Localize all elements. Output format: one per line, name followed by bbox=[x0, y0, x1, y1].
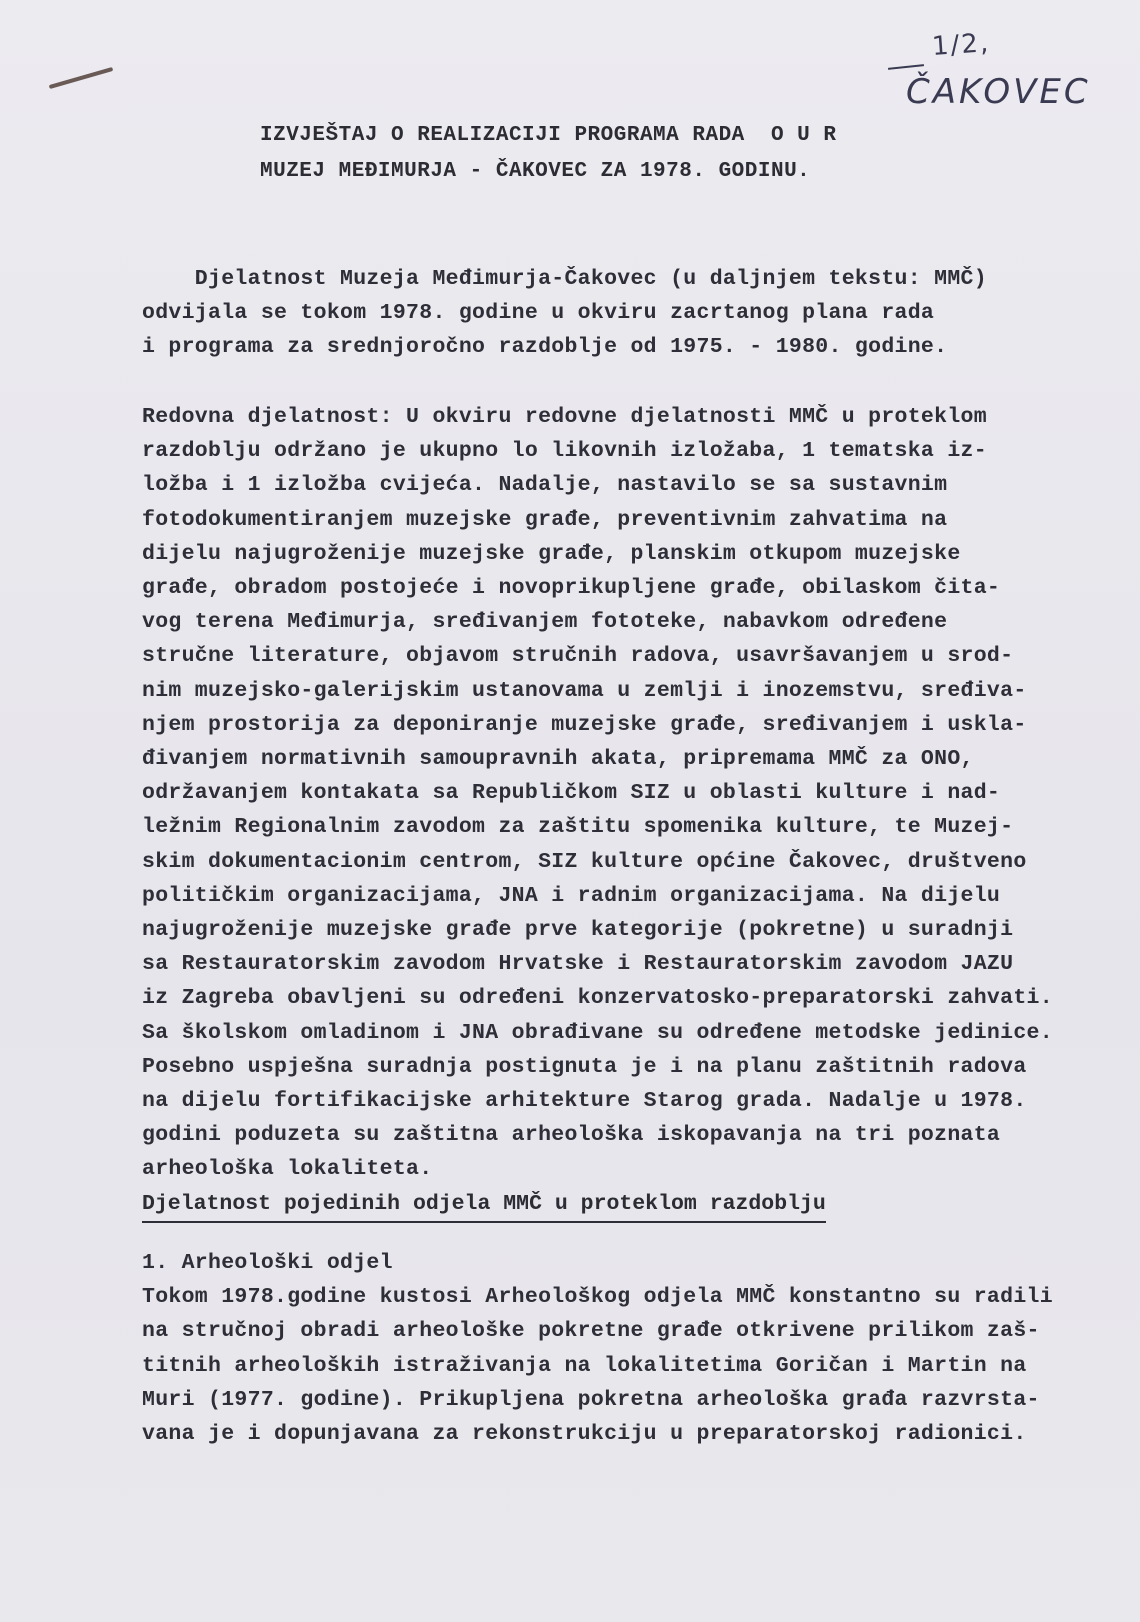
text-line: razdoblju održano je ukupno lo likovnih izložaba, 1 tematska iz- bbox=[142, 439, 987, 464]
subsection-title: 1. Arheološki odjel bbox=[142, 1251, 393, 1275]
document-title bbox=[260, 118, 980, 190]
handwritten-note bbox=[880, 28, 1120, 118]
title-line-1: IZVJEŠTAJ O REALIZACIJI PROGRAMA RADA O U R bbox=[260, 124, 837, 147]
text-line: njem prostorija za deponiranje muzejske građe, sređivanjem i uskla- bbox=[142, 712, 1027, 737]
title-line-2: MUZEJ MEĐIMURJA - ČAKOVEC ZA 1978. GODINU. bbox=[260, 160, 811, 183]
text-line: Tokom 1978.godine kustosi Arheološkog odjela MMČ konstantno su radili bbox=[142, 1285, 1053, 1310]
text-line: na dijelu fortifikacijske arhitekture Starog grada. Nadalje u 1978. bbox=[142, 1089, 1027, 1114]
text-line: stručne literature, objavom stručnih radova, usavršavanjem u srod- bbox=[142, 644, 1014, 669]
text-line: Djelatnost Muzeja Međimurja-Čakovec (u daljnjem tekstu: MMČ) bbox=[142, 267, 987, 291]
text-line: na stručnoj obradi arheološke pokretne građe otkrivene prilikom zaš- bbox=[142, 1319, 1040, 1344]
text-line: održavanjem kontakata sa Republičkom SIZ u oblasti kulture i nad- bbox=[142, 781, 1001, 806]
text-line: građe, obradom postojeće i novoprikupljene građe, obilaskom čita- bbox=[142, 576, 1001, 601]
section-heading: Djelatnost pojedinih odjela MMČ u proteklom razdoblju bbox=[142, 1187, 826, 1223]
regular-activity-paragraph bbox=[142, 400, 1102, 1187]
intro-paragraph bbox=[142, 262, 1102, 365]
text-line: političkim organizacijama, JNA i radnim organizacijama. Na dijelu bbox=[142, 883, 1001, 908]
staple-mark bbox=[49, 67, 114, 89]
text-line: iz Zagreba obavljeni su određeni konzervatosko-preparatorski zahvati. bbox=[142, 986, 1053, 1011]
text-line: Redovna djelatnost: U okviru redovne djelatnosti MMČ u proteklom bbox=[142, 405, 987, 429]
text-line: fotodokumentiranjem muzejske građe, preventivnim zahvatima na bbox=[142, 507, 948, 532]
text-line: titnih arheoloških istraživanja na lokalitetima Goričan i Martin na bbox=[142, 1353, 1027, 1378]
text-line: i programa za srednjoročno razdoblje od 1975. - 1980. godine. bbox=[142, 335, 948, 360]
text-line: odvijala se tokom 1978. godine u okviru zacrtanog plana rada bbox=[142, 301, 935, 326]
text-line: Posebno uspješna suradnja postignuta je i na planu zaštitnih radova bbox=[142, 1054, 1027, 1079]
archaeology-section bbox=[142, 1246, 1102, 1451]
text-line: ležnim Regionalnim zavodom za zaštitu spomenika kulture, te Muzej- bbox=[142, 815, 1014, 840]
text-line: najugroženije muzejske građe prve kategorije (pokretne) u suradnji bbox=[142, 918, 1014, 943]
text-line: Sa školskom omladinom i JNA obrađivane su određene metodske jedinice. bbox=[142, 1020, 1053, 1045]
text-line: sa Restauratorskim zavodom Hrvatske i Restauratorskim zavodom JAZU bbox=[142, 952, 1014, 977]
text-line: godini poduzeta su zaštitna arheološka iskopavanja na tri poznata bbox=[142, 1123, 1001, 1148]
text-line: dijelu najugroženije muzejske građe, planskim otkupom muzejske bbox=[142, 541, 961, 566]
text-line: nim muzejsko-galerijskim ustanovama u zemlji i inozemstvu, sređiva- bbox=[142, 678, 1027, 703]
handwritten-dash bbox=[888, 64, 924, 70]
text-line: vana je i dopunjavana za rekonstrukciju u preparatorskoj radionici. bbox=[142, 1422, 1027, 1447]
text-line: đivanjem normativnih samoupravnih akata, pripremama MMČ za ONO, bbox=[142, 747, 974, 772]
handwritten-note-line1: 1/2, bbox=[931, 28, 992, 62]
text-line: vog terena Međimurja, sređivanjem fototeke, nabavkom određene bbox=[142, 610, 948, 635]
text-line: ložba i 1 izložba cvijeća. Nadalje, nastavilo se sa sustavnim bbox=[142, 473, 948, 498]
text-line: skim dokumentacionim centrom, SIZ kulture općine Čakovec, društveno bbox=[142, 849, 1027, 874]
text-line: Muri (1977. godine). Prikupljena pokretna arheološka građa razvrsta- bbox=[142, 1387, 1040, 1412]
text-line: arheološka lokaliteta. bbox=[142, 1157, 433, 1182]
handwritten-note-line2: ČAKOVEC bbox=[906, 72, 1091, 112]
